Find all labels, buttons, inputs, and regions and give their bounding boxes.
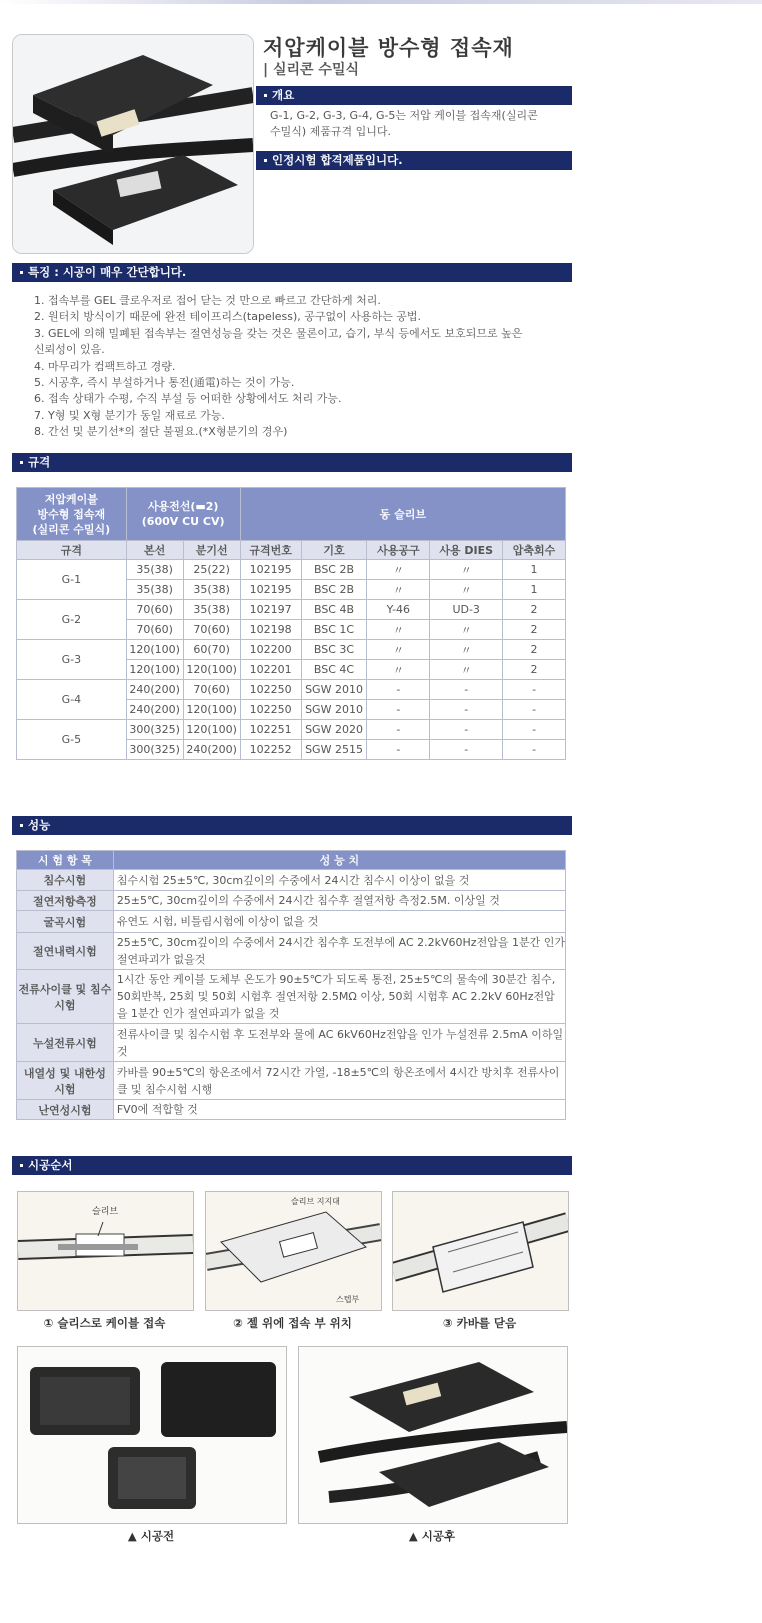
spec-cell: BSC 2B (301, 560, 367, 580)
spec-cell: - (503, 740, 566, 760)
spec-cell: 35(38) (126, 580, 183, 600)
spec-cell: 120(100) (183, 720, 240, 740)
perf-label: 난연성시험 (17, 1100, 114, 1120)
spec-table (16, 487, 566, 760)
step2-callout: 슬리브 지지대 (291, 1197, 340, 1206)
spec-cell: 2 (503, 620, 566, 640)
step1-callout: 슬리브 (92, 1207, 119, 1217)
product-photo (12, 34, 254, 254)
certified-header (256, 151, 572, 170)
spec-row (17, 720, 566, 740)
bullet-icon (20, 461, 23, 464)
feature-item: 3. GEL에 의해 밀폐된 접속부는 절연성능을 갖는 것은 물론이고, 습기, 부식 등에서도 보호되므로 높은 (34, 326, 523, 340)
spec-cell: 102200 (240, 640, 301, 660)
after-caption: ▲ 시공후 (408, 1529, 456, 1543)
spec-group-name: G-2 (17, 600, 127, 640)
spec-cell: 35(38) (183, 600, 240, 620)
top-decor-line (0, 0, 762, 4)
spec-cell: 〃 (430, 560, 503, 580)
perf-label: 절연저항측정 (17, 891, 114, 911)
spec-cell: 〃 (430, 580, 503, 600)
perf-label: 내열성 및 내한성 시험 (17, 1062, 114, 1100)
spec-head-wire: 사용전선(▬2) (600V CU CV) (126, 488, 240, 541)
perf-value: 25±5℃, 30cm깊이의 수중에서 24시간 침수후 절열저항 측정2.5M. 이상일 것 (113, 891, 565, 911)
spec-cell: Y-46 (367, 600, 430, 620)
features-header (12, 263, 572, 282)
spec-col-header: 규격 (17, 541, 127, 560)
spec-cell: UD-3 (430, 600, 503, 620)
spec-cell: 120(100) (183, 700, 240, 720)
spec-head-product: 저압케이블 방수형 접속재 (실리콘 수밀식) (17, 488, 127, 541)
step1-caption: ① 슬리스로 케이블 접속 (43, 1316, 166, 1330)
spec-cell: - (430, 740, 503, 760)
spec-cell: 120(100) (183, 660, 240, 680)
perf-value: 유연도 시험, 비틀림시험에 이상이 없을 것 (113, 911, 565, 933)
spec-cell: 70(60) (126, 620, 183, 640)
spec-cell: 300(325) (126, 720, 183, 740)
step2-callout2: 스텝부 (336, 1295, 360, 1304)
spec-cell: 35(38) (126, 560, 183, 580)
spec-cell: 〃 (430, 640, 503, 660)
spec-cell: 102198 (240, 620, 301, 640)
spec-cell: 35(38) (183, 580, 240, 600)
spec-row (17, 680, 566, 700)
spec-cell: 〃 (430, 660, 503, 680)
feature-item: 2. 원터치 방식이기 때문에 완전 테이프리스(tapeless), 공구없이 사용하는 공법. (34, 310, 422, 324)
overview-line: G-1, G-2, G-3, G-4, G-5는 저압 케이블 접속재(실리콘 (270, 109, 538, 122)
spec-col-header: 사용공구 (367, 541, 430, 560)
spec-row (17, 560, 566, 580)
spec-cell: 1 (503, 580, 566, 600)
spec-cell: - (367, 680, 430, 700)
spec-cell: 120(100) (126, 640, 183, 660)
spec-header (12, 453, 572, 472)
bullet-icon (264, 159, 267, 162)
spec-cell: 2 (503, 640, 566, 660)
spec-cell: 102250 (240, 680, 301, 700)
perf-value: FV0에 적합할 것 (113, 1100, 565, 1120)
spec-cell: 70(60) (183, 620, 240, 640)
step1-image (17, 1191, 194, 1311)
performance-header (12, 816, 572, 835)
perf-value: 카바를 90±5℃의 항온조에서 72시간 가열, -18±5℃의 항온조에서 4시간 방치후 전류사이클 및 침수시험 시행 (113, 1062, 565, 1100)
spec-cell: SGW 2515 (301, 740, 367, 760)
features-list (34, 293, 594, 441)
perf-value: 25±5℃, 30cm깊이의 수중에서 24시간 침수후 도전부에 AC 2.2kV60Hz전압을 1분간 인가 절연파괴가 없을것 (113, 933, 565, 970)
step2-image (205, 1191, 382, 1311)
spec-group-name: G-4 (17, 680, 127, 720)
spec-cell: - (430, 680, 503, 700)
feature-item: 신뢰성이 있음. (34, 343, 105, 357)
spec-col-header: 압축회수 (503, 541, 566, 560)
spec-cell: 102197 (240, 600, 301, 620)
spec-body (17, 560, 566, 760)
perf-label: 절연내력시험 (17, 933, 114, 970)
certified-title: 인정시험 합격제품입니다. (272, 153, 403, 167)
page-title: 저압케이블 방수형 접속재 (263, 36, 514, 60)
after-image (298, 1346, 568, 1524)
feature-item: 6. 접속 상태가 수평, 수직 부설 등 어떠한 상황에서도 처리 가능. (34, 392, 342, 406)
spec-row (17, 600, 566, 620)
spec-cell: 102251 (240, 720, 301, 740)
spec-title: 규격 (28, 455, 51, 469)
perf-value: 침수시험 25±5℃, 30cm깊이의 수중에서 24시간 침수시 이상이 없을 것 (113, 870, 565, 891)
spec-col-header: 사용 DIES (430, 541, 503, 560)
spec-cell: 102201 (240, 660, 301, 680)
feature-item: 4. 마무리가 컴팩트하고 경량. (34, 359, 176, 373)
step3-caption: ③ 카바를 닫음 (442, 1316, 517, 1330)
spec-cell: SGW 2010 (301, 680, 367, 700)
feature-item: 1. 접속부를 GEL 클로우저로 접어 닫는 것 만으로 빠르고 간단하게 처리. (34, 294, 381, 307)
step3-image (392, 1191, 569, 1311)
overview-title: 개요 (272, 88, 295, 102)
spec-cell: SGW 2010 (301, 700, 367, 720)
page-subtitle: | 실리콘 수밀식 (263, 62, 360, 78)
performance-title: 성능 (28, 818, 51, 832)
spec-cell: 102195 (240, 580, 301, 600)
spec-cell: - (367, 740, 430, 760)
spec-cell: 102252 (240, 740, 301, 760)
spec-cell: - (503, 680, 566, 700)
perf-label: 굴곡시험 (17, 911, 114, 933)
perf-label: 침수시험 (17, 870, 114, 891)
spec-cell: BSC 4C (301, 660, 367, 680)
spec-cell: 〃 (430, 620, 503, 640)
perf-head-value: 성 능 치 (113, 851, 565, 870)
perf-value: 1시간 동안 케이블 도체부 온도가 90±5℃가 되도록 통전, 25±5℃의 물속에 30분간 침수, 50회반복, 25회 및 50회 시험후 절연저항 2.5MΩ 이상, 50회 시험후 AC 2.2kV 60Hz전압을 1분간 인가 절연파괴가 없을 것 (113, 970, 565, 1024)
spec-cell: 1 (503, 560, 566, 580)
feature-item: 8. 간선 및 분기선*의 절단 불필요.(*X형분기의 경우) (34, 425, 288, 439)
overview-header (256, 86, 572, 105)
spec-cell: 2 (503, 600, 566, 620)
overview-text (270, 108, 570, 140)
spec-col-header: 기호 (301, 541, 367, 560)
spec-row (17, 640, 566, 660)
spec-head-sleeve: 동 슬리브 (240, 488, 565, 541)
spec-cell: - (367, 720, 430, 740)
bullet-icon (20, 824, 23, 827)
feature-item: 5. 시공후, 즉시 부설하거나 통전(通電)하는 것이 가능. (34, 376, 295, 390)
spec-cell: 〃 (367, 580, 430, 600)
spec-cell: - (503, 720, 566, 740)
spec-cell: 60(70) (183, 640, 240, 660)
spec-group-name: G-1 (17, 560, 127, 600)
perf-label: 전류사이클 및 침수시험 (17, 970, 114, 1024)
spec-cell: 〃 (367, 560, 430, 580)
spec-cell: BSC 4B (301, 600, 367, 620)
spec-cell: BSC 3C (301, 640, 367, 660)
bullet-icon (20, 1164, 23, 1167)
spec-cell: 2 (503, 660, 566, 680)
spec-cell: - (430, 700, 503, 720)
spec-cell: BSC 2B (301, 580, 367, 600)
spec-cell: 〃 (367, 620, 430, 640)
features-title: 특징 : 시공이 매우 간단합니다. (28, 265, 187, 279)
bullet-icon (264, 94, 267, 97)
spec-cell: 240(200) (183, 740, 240, 760)
spec-cell: 〃 (367, 640, 430, 660)
spec-cell: 70(60) (126, 600, 183, 620)
feature-item: 7. Y형 및 X형 분기가 동일 재료로 가능. (34, 408, 225, 422)
spec-cell: - (430, 720, 503, 740)
spec-cell: 300(325) (126, 740, 183, 760)
bullet-icon (20, 271, 23, 274)
perf-label: 누설전류시험 (17, 1024, 114, 1062)
overview-line: 수밀식) 제품규격 입니다. (270, 125, 392, 138)
spec-cell: SGW 2020 (301, 720, 367, 740)
spec-cell: BSC 1C (301, 620, 367, 640)
spec-cell: 〃 (367, 660, 430, 680)
step2-caption: ② 젤 위에 접속 부 위치 (233, 1316, 352, 1330)
spec-cell: 240(200) (126, 680, 183, 700)
spec-cell: 70(60) (183, 680, 240, 700)
spec-group-name: G-3 (17, 640, 127, 680)
spec-cell: 102195 (240, 560, 301, 580)
perf-value: 전류사이클 및 침수시험 후 도전부와 물에 AC 6kV60Hz전압을 인가 누설전류 2.5mA 이하일 것 (113, 1024, 565, 1062)
performance-table (16, 850, 566, 1120)
before-caption: ▲ 시공전 (127, 1529, 175, 1543)
spec-col-header: 분기선 (183, 541, 240, 560)
spec-cell: 25(22) (183, 560, 240, 580)
procedure-header (12, 1156, 572, 1175)
spec-col-header: 규격번호 (240, 541, 301, 560)
spec-cell: 102250 (240, 700, 301, 720)
procedure-title: 시공순서 (28, 1158, 73, 1172)
spec-cell: - (367, 700, 430, 720)
spec-cell: 240(200) (126, 700, 183, 720)
spec-group-name: G-5 (17, 720, 127, 760)
spec-col-header: 본선 (126, 541, 183, 560)
perf-head-item: 시 험 항 목 (17, 851, 114, 870)
before-image (17, 1346, 287, 1524)
spec-cell: 120(100) (126, 660, 183, 680)
spec-cell: - (503, 700, 566, 720)
